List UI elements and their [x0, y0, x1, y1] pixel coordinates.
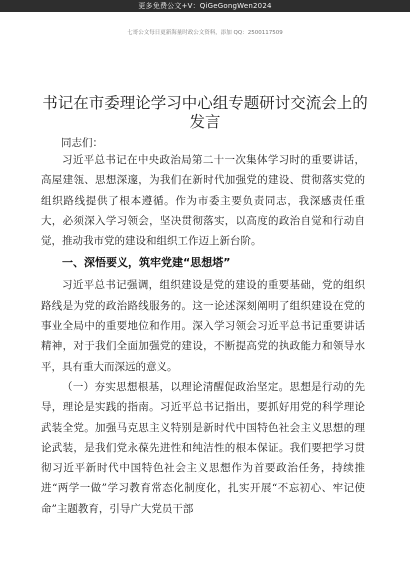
document-body	[41, 150, 365, 519]
paragraph: 习近平总书记强调，组织建设是党的建设的重要基础，党的组织路线是为党的政治路线服务的。这一论述深刻阐明了组织建设在党的事业全局中的重要地位和作用。深入学习领会习近平总书记重要讲话精神，对于我们全面加强党的建设，不断提高党的执政能力和领导水平，具有重大而深远的意义。	[41, 279, 365, 373]
document-title: 书记在市委理论学习中心组专题研讨交流会上的发言	[42, 94, 368, 132]
salutation: 同志们：	[61, 137, 103, 149]
watermark-text: 更多免费公文+V：QiGeGongWen2024	[138, 2, 272, 10]
paragraph: 习近平总书记在中央政治局第二十一次集体学习时的重要讲话，高屋建瓴、思想深邃，为我们在新时代加强党的建设、贯彻落实党的组织路线提供了根本遵循。作为市委主要负责同志，我深感责任重大，必须深入学习领会，坚决贯彻落实，以高度的政治自觉和行动自觉，推动我市党的建设和组织工作迈上新台阶。	[41, 154, 365, 248]
notice-text: 七哥公文每日更新海量时政公文资料，添加 QQ：2500117509	[127, 30, 283, 36]
paragraph: （一）夯实思想根基，以理论清醒促政治坚定。思想是行动的先导，理论是实践的指南。习近平总书记指出，要抓好用党的科学理论武装全党。加强马克思主义特别是新时代中国特色社会主义思想的理论武装，是我们党永葆先进性和纯洁性的根本保证。我们要把学习贯彻习近平新时代中国特色社会主义思想作为首要政治任务，持续推进“两学一做”学习教育常态化制度化，扎实开展“不忘初心、牢记使命”主题教育，引导广大党员干部	[41, 380, 365, 515]
section-heading: 一、深悟要义，筑牢党建“思想塔”	[62, 256, 231, 270]
watermark-bar	[0, 0, 410, 12]
